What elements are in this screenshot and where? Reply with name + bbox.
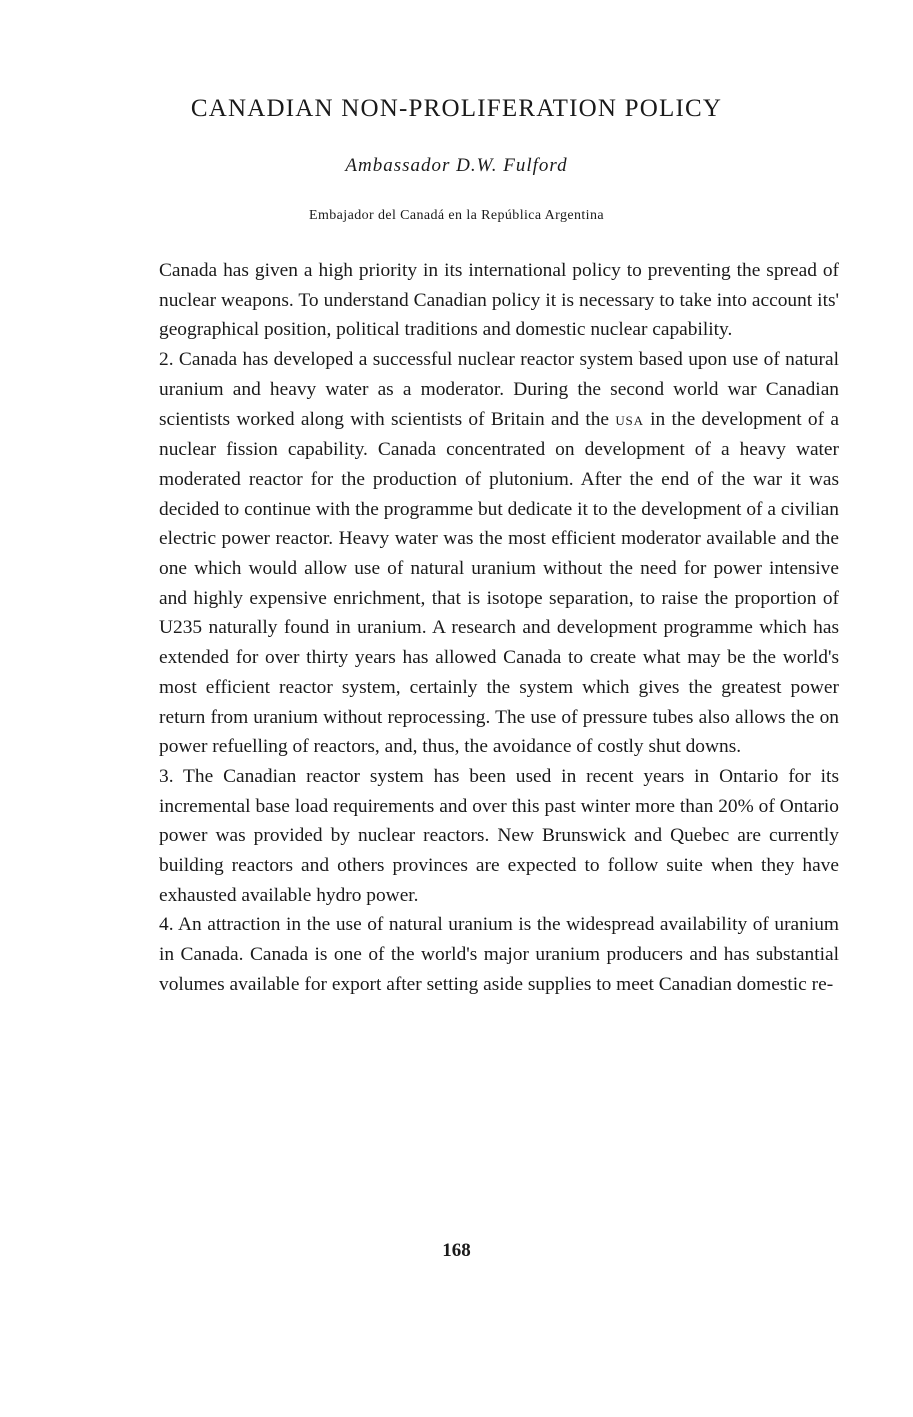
author-affiliation: Embajador del Canadá en la República Argentina: [309, 208, 604, 223]
document-title: CANADIAN NON-PROLIFERATION POLICY: [190, 95, 723, 122]
paragraph-3: 3. The Canadian reactor system has been used in recent years in Ontario for its incremental base load requirements and over this past winter more than 20% of Ontario power was provided by nuclear reactors. New Brunswick and Quebec are currently building reactors and others provinces are expected to follow suite when they have exhausted available hydro power.: [159, 765, 839, 906]
paragraph-2: [159, 345, 839, 762]
usa-abbreviation: USA: [615, 412, 644, 428]
paragraph-2-part-2: in the development of a nuclear fission capability. Canada concentrated on development of a heavy water moderated reactor for the production of plutonium. After the end of the war it was decided to continue with the programme but dedicate it to the development of a civilian electric power reactor. Heavy water was the most efficient moderator available and the one which would allow use of natural uranium without the need for power intensive and highly expensive enrichment, that is isotope separation, to raise the proportion of U235 naturally found in uranium. A research and development programme which has extended for over thirty years has allowed Canada to create what may be the world's most efficient reactor system, certainly the system which gives the greatest power return from uranium without reprocessing. The use of pressure tubes also allows the on power refuelling of reactors, and, thus, the avoidance of costly shut downs.: [159, 408, 839, 758]
paragraph-2-part-1: 2. Canada has developed a successful nuclear reactor system based upon use of natural uranium and heavy water as a moderator. During the second world war Canadian scientists worked along with scientists of Britain and the: [159, 349, 839, 430]
paragraph-1: Canada has given a high priority in its international policy to preventing the spread of nuclear weapons. To understand Canadian policy it is necessary to take into account its' geographical position, political traditions and domestic nuclear capability.: [159, 260, 839, 341]
paragraph-4: 4. An attraction in the use of natural uranium is the widespread availability of uranium in Canada. Canada is one of the world's major uranium producers and has substantial volumes available for export after setting aside supplies to meet Canadian domestic re-: [159, 914, 839, 995]
author-name: Ambassador D.W. Fulford: [345, 155, 568, 176]
page-number: 168: [442, 1240, 471, 1261]
body-text: [159, 256, 839, 1000]
